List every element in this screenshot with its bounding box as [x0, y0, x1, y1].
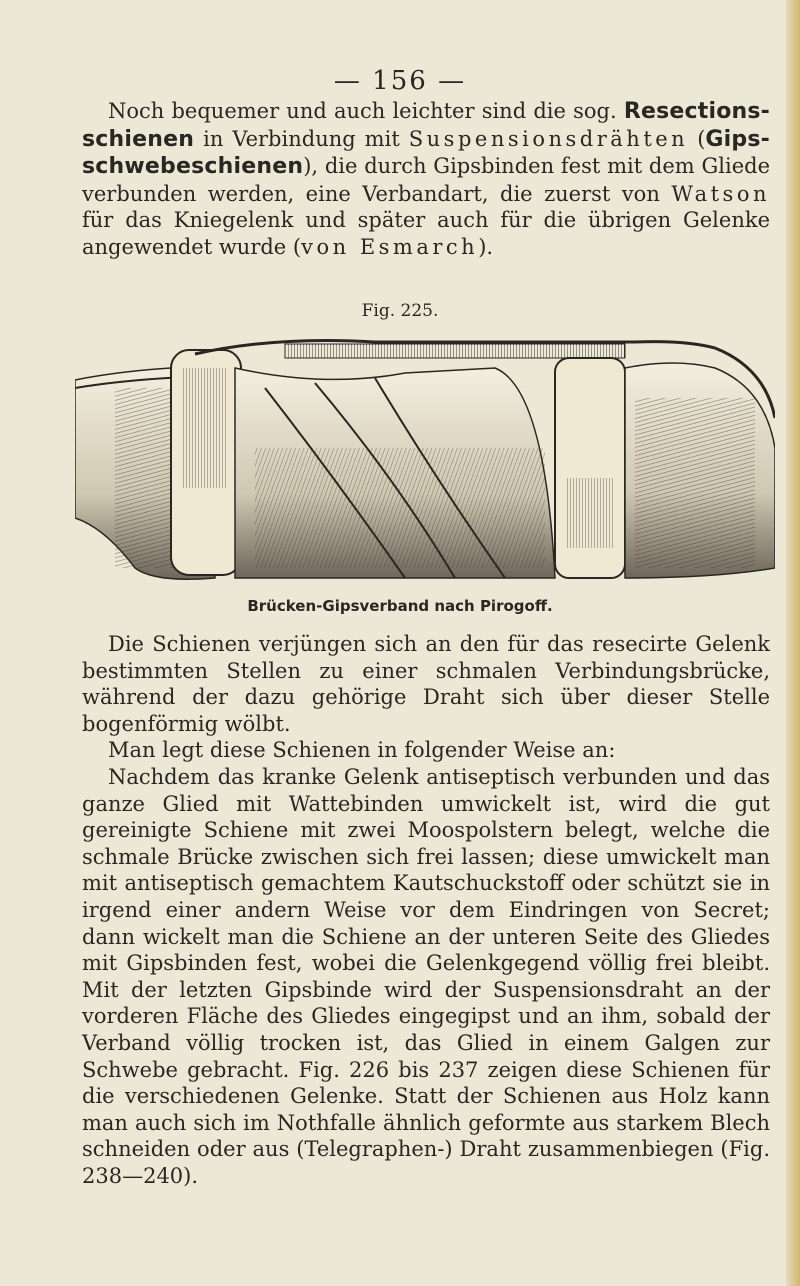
intro-text-5: für das Kniegelenk und später auch für die übrigen Gelenke angewendet wurde ( — [82, 208, 770, 259]
intro-text-2: in Verbindung mit — [194, 126, 409, 151]
term-resections: Resections-schienen — [82, 99, 770, 152]
term-suspension: Suspensionsdrähten — [408, 126, 689, 151]
paragraph-1: Die Schienen verjüngen sich an den für das resecirte Gelenk bestimmten Stellen zu einer schmalen Verbindungsbrücke, während der dazu gehörige Draht sich über dieser Stelle bogenförmig wölbt. — [82, 632, 770, 736]
intro-text-3: ( — [688, 126, 706, 151]
body-text — [82, 631, 770, 1189]
bandaged-limb-illustration — [75, 328, 775, 588]
name-watson: Watson — [671, 181, 770, 206]
intro-text-4: ), die durch Gipsbinden fest mit dem Gliede verbunden werden, eine Verbandart, die zuerst von — [82, 154, 770, 206]
intro-text-1: Noch bequemer und auch leichter sind die sog. — [108, 99, 624, 123]
paragraph-2: Man legt diese Schienen in folgender Weise an: — [108, 738, 616, 763]
name-esmarch: von Esmarch — [301, 234, 479, 259]
figure-caption: Brücken-Gipsverband nach Pirogoff. — [247, 597, 553, 615]
intro-paragraph — [82, 98, 770, 261]
figure-label: Fig. 225. — [361, 301, 439, 321]
page-edge — [786, 0, 800, 1286]
paragraph-3: Nachdem das kranke Gelenk antiseptisch verbunden und das ganze Glied mit Wattebinden umwickelt ist, wird die gut gereinigte Schiene mit zwei Moospolstern belegt, welche die schmale Brücke zwischen sich frei lassen; diese umwickelt man mit antiseptisch gemachtem Kautschuckstoff oder schützt sie in irgend einer andern Weise vor dem Eindringen von Secret; dann wickelt man die Schiene an der unteren Seite des Gliedes mit Gipsbinden fest, wobei die Gelenkgegend völlig frei bleibt. Mit der letzten Gipsbinde wird der Suspensionsdraht an der vorderen Fläche des Gliedes eingegipst und an ihm, sobald der Verband völlig trocken ist, das Glied in einem Galgen zur Schwebe gebracht. Fig. 226 bis 237 zeigen diese Schienen für die verschiedenen Gelenke. Statt der Schienen aus Holz kann man auch sich im Nothfalle ähnlich geformte aus starkem Blech schneiden oder aus (Telegraphen-) Draht zusammenbiegen (Fig. 238—240). — [82, 764, 770, 1188]
term-gips: Gips-schwebeschienen — [82, 126, 770, 180]
figure-illustration — [75, 328, 775, 588]
page-number: — 156 — — [333, 66, 467, 96]
intro-text-6: ). — [478, 234, 494, 259]
